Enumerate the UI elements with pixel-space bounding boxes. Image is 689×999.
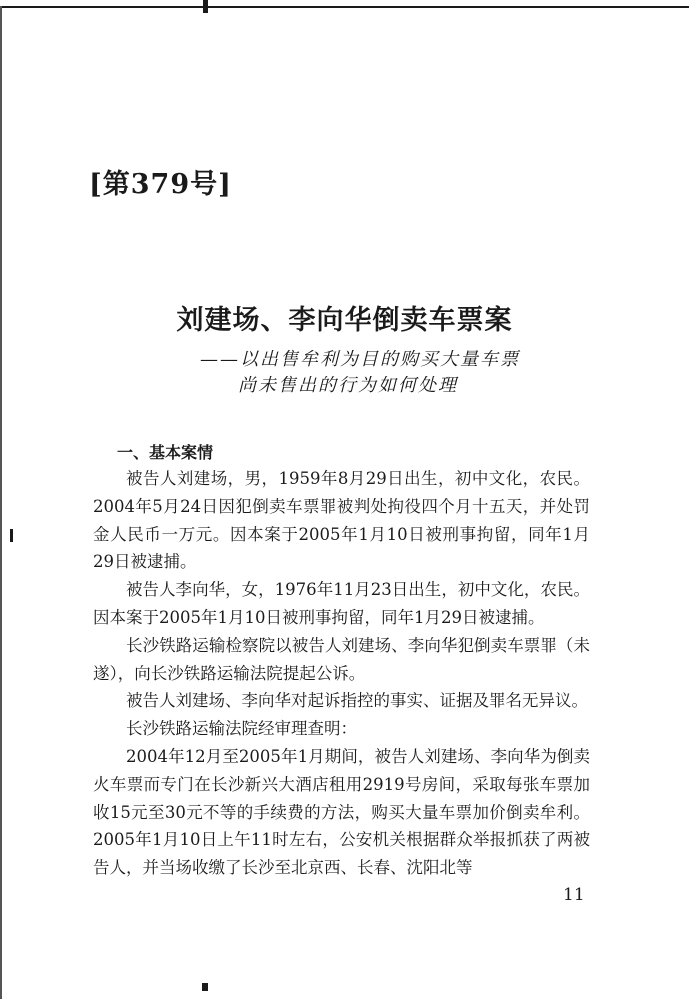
page-number: 11 bbox=[563, 885, 585, 905]
paragraph: 被告人李向华，女，1976年11月23日出生，初中文化，农民。因本案于2005年1月10日被刑事拘留，同年1月29日被逮捕。 bbox=[93, 580, 590, 627]
section-heading: 一、基本案情 bbox=[117, 443, 214, 462]
case-subtitle-line-2: 尚未售出的行为如何处理 bbox=[238, 375, 458, 396]
paragraph: 长沙铁路运输检察院以被告人刘建场、李向华犯倒卖车票罪（未遂），向长沙铁路运输法院提起公诉。 bbox=[93, 635, 590, 683]
case-title: 刘建场、李向华倒卖车票案 bbox=[176, 305, 513, 336]
scan-mark bbox=[202, 983, 208, 991]
case-subtitle-line-1: ——以出售牟利为目的购买大量车票 bbox=[200, 349, 520, 370]
section-body bbox=[93, 465, 590, 882]
paragraph: 被告人刘建场，男，1959年8月29日出生，初中文化，农民。2004年5月24日因犯倒卖车票罪被判处拘役四个月十五天，并处罚金人民币一万元。因本案于2005年1月10日被刑事拘留，同年1月29日被逮捕。 bbox=[93, 469, 590, 572]
case-number: [第379号] bbox=[89, 169, 232, 200]
page-top-rule bbox=[0, 6, 689, 8]
paragraph: 2004年12月至2005年1月期间，被告人刘建场、李向华为倒卖火车票而专门在长沙新兴大酒店租用2919号房间，采取每张车票加收15元至30元不等的手续费的方法，购买大量车票加价倒卖牟利。2005年1月10日上午11时左右，公安机关根据群众举报抓获了两被告人，并当场收缴了长沙至北京西、长春、沈阳北等 bbox=[93, 746, 590, 878]
scan-mark bbox=[203, 0, 208, 13]
scan-mark bbox=[10, 529, 13, 542]
paragraph: 被告人刘建场、李向华对起诉指控的事实、证据及罪名无异议。 bbox=[126, 691, 588, 711]
page-left-edge bbox=[0, 6, 2, 999]
paragraph: 长沙铁路运输法院经审理查明： bbox=[126, 719, 357, 739]
